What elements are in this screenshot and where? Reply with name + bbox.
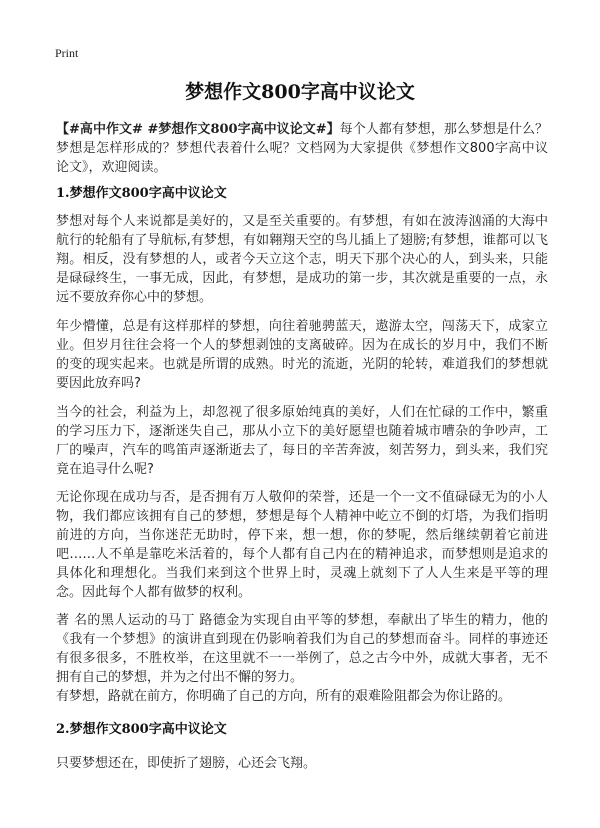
article-intro: [56, 120, 548, 177]
section-2-paragraph-1: 只要梦想还在，即使折了翅膀，心还会飞翔。: [56, 756, 317, 771]
section-1-paragraph-5: 著 名的黑人运动的马丁 路德金为实现自由平等的梦想，奉献出了毕生的精力，他的《我有一个梦想》的演讲直到现在仍影响着我们为自己的梦想而奋斗。同样的事迹还有很多很多，不胜枚举，在这里就不一一举例了，总之古今中外，成就大事者，无不拥有自己的梦想，并为之付出不懈的努力。: [56, 613, 548, 685]
intro-tag-prefix: 【#高中作文# #梦想作文800字高中议论文#】: [56, 122, 340, 137]
section-1-paragraph-2: 年少懵懂，总是有这样那样的梦想，向往着驰骋蓝天，遨游太空，闯荡天下，成家立业。但岁月往往会将一个人的梦想剥蚀的支离破碎。因为在成长的岁月中，我们不断的变的现实起来。也就是所谓的成熟。时光的流逝，光阴的轮转，难道我们的梦想就要因此放弃吗?: [56, 319, 548, 391]
section-1-paragraph-3: 当今的社会，利益为上，却忽视了很多原始纯真的美好，人们在忙碌的工作中，繁重的学习压力下，逐渐迷失自己，那从小立下的美好愿望也随着城市嘈杂的争吵声，工厂的噪声，汽车的鸣笛声逐渐逝去了，每日的辛苦奔波，刻苦努力，到头来，我们究竟在追寻什么呢?: [56, 405, 548, 477]
section-1-paragraph-6: 有梦想，路就在前方，你明确了自己的方向，所有的艰难险阻都会为你让路的。: [56, 689, 512, 704]
intro-text: 每个人都有梦想，那么梦想是什么？梦想是怎样形成的？梦想代表着什么呢？文档网为大家提供《梦想作文800字高中议论文》，欢迎阅读。: [56, 122, 548, 175]
section-1-heading: 1.梦想作文800字高中议论文: [56, 186, 227, 201]
article-title: 梦想作文800字高中议论文: [185, 81, 415, 103]
section-1-paragraph-4: 无论你现在成功与否，是否拥有万人敬仰的荣誉，还是一个一文不值碌碌无为的小人物，我们都应该拥有自己的梦想，梦想是每个人精神中屹立不倒的灯塔，为我们指明前进的方向，当你迷茫无助时，停下来，想一想，你的梦呢，然后继续朝着它前进吧……人不单是靠吃米活着的，每个人都有自己内在的精神追求，而梦想则是追求的具体化和理想化。当我们来到这个世界上时，灵魂上就刻下了人人生来是平等的理念。因此每个人都有做梦的权利。: [56, 490, 548, 600]
section-1-paragraph-1: 梦想对每个人来说都是美好的，又是至关重要的。有梦想，有如在波涛汹涌的大海中航行的轮船有了导航标,有梦想，有如翱翔天空的鸟儿插上了翅膀;有梦想，谁都可以飞翔。相反，没有梦想的人，或者今天立这个志，明天下那个决心的人，到头来，只能是碌碌终生，一事无成，因此，有梦想，是成功的第一步，其次就是重要的一点，永远不要放弃你心中的梦想。: [56, 214, 548, 305]
section-2-heading: 2.梦想作文800字高中议论文: [56, 722, 227, 737]
print-link[interactable]: Print: [55, 46, 79, 60]
